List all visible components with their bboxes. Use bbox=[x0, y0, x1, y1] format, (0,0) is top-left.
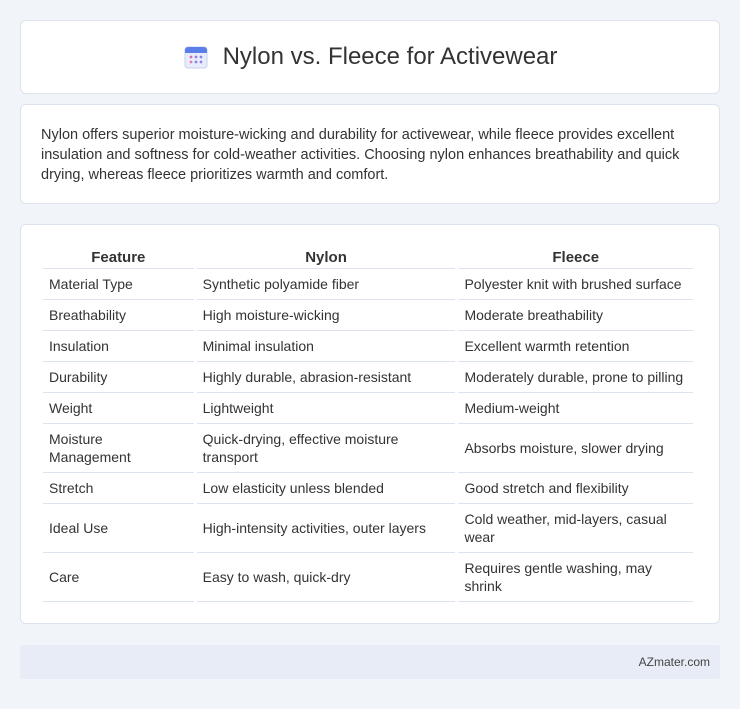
cell-feature: Care bbox=[43, 553, 194, 602]
cell-feature: Ideal Use bbox=[43, 504, 194, 553]
cell-feature: Moisture Management bbox=[43, 424, 194, 473]
table-row bbox=[43, 269, 693, 300]
table-row bbox=[43, 300, 693, 331]
cell-nylon: Highly durable, abrasion-resistant bbox=[197, 362, 456, 393]
header-fleece: Fleece bbox=[458, 245, 693, 269]
cell-nylon: Easy to wash, quick-dry bbox=[197, 553, 456, 602]
cell-nylon: Low elasticity unless blended bbox=[197, 473, 456, 504]
cell-fleece: Medium-weight bbox=[458, 393, 693, 424]
comparison-card bbox=[20, 224, 720, 624]
cell-fleece: Requires gentle washing, may shrink bbox=[458, 553, 693, 602]
table-row bbox=[43, 553, 693, 602]
cell-feature: Durability bbox=[43, 362, 194, 393]
calendar-icon bbox=[183, 44, 209, 70]
table-header-row bbox=[43, 245, 693, 269]
title-card bbox=[20, 20, 720, 94]
table-row bbox=[43, 362, 693, 393]
cell-nylon: High moisture-wicking bbox=[197, 300, 456, 331]
cell-nylon: High-intensity activities, outer layers bbox=[197, 504, 456, 553]
cell-feature: Breathability bbox=[43, 300, 194, 331]
page-title: Nylon vs. Fleece for Activewear bbox=[222, 43, 558, 70]
footer-brand-link[interactable]: AZmater.com bbox=[638, 655, 710, 669]
intro-card bbox=[20, 104, 720, 204]
cell-fleece: Moderately durable, prone to pilling bbox=[458, 362, 693, 393]
header-nylon: Nylon bbox=[197, 245, 456, 269]
table-row bbox=[43, 473, 693, 504]
cell-nylon: Synthetic polyamide fiber bbox=[197, 269, 456, 300]
cell-fleece: Absorbs moisture, slower drying bbox=[458, 424, 693, 473]
table-row bbox=[43, 393, 693, 424]
footer-bar bbox=[20, 645, 720, 679]
cell-fleece: Excellent warmth retention bbox=[458, 331, 693, 362]
cell-nylon: Minimal insulation bbox=[197, 331, 456, 362]
cell-fleece: Good stretch and flexibility bbox=[458, 473, 693, 504]
cell-fleece: Moderate breathability bbox=[458, 300, 693, 331]
header-feature: Feature bbox=[43, 245, 194, 269]
cell-fleece: Cold weather, mid-layers, casual wear bbox=[458, 504, 693, 553]
cell-feature: Stretch bbox=[43, 473, 194, 504]
cell-feature: Weight bbox=[43, 393, 194, 424]
table-row bbox=[43, 424, 693, 473]
cell-feature: Insulation bbox=[43, 331, 194, 362]
cell-nylon: Lightweight bbox=[197, 393, 456, 424]
table-row bbox=[43, 504, 693, 553]
intro-text: Nylon offers superior moisture-wicking and durability for activewear, while fleece provides excellent insulation and softness for cold-weather activities. Choosing nylon enhances breathability and quick drying, whereas fleece prioritizes warmth and comfort. bbox=[41, 127, 680, 183]
cell-feature: Material Type bbox=[43, 269, 194, 300]
comparison-table bbox=[40, 245, 696, 602]
cell-fleece: Polyester knit with brushed surface bbox=[458, 269, 693, 300]
table-row bbox=[43, 331, 693, 362]
cell-nylon: Quick-drying, effective moisture transport bbox=[197, 424, 456, 473]
